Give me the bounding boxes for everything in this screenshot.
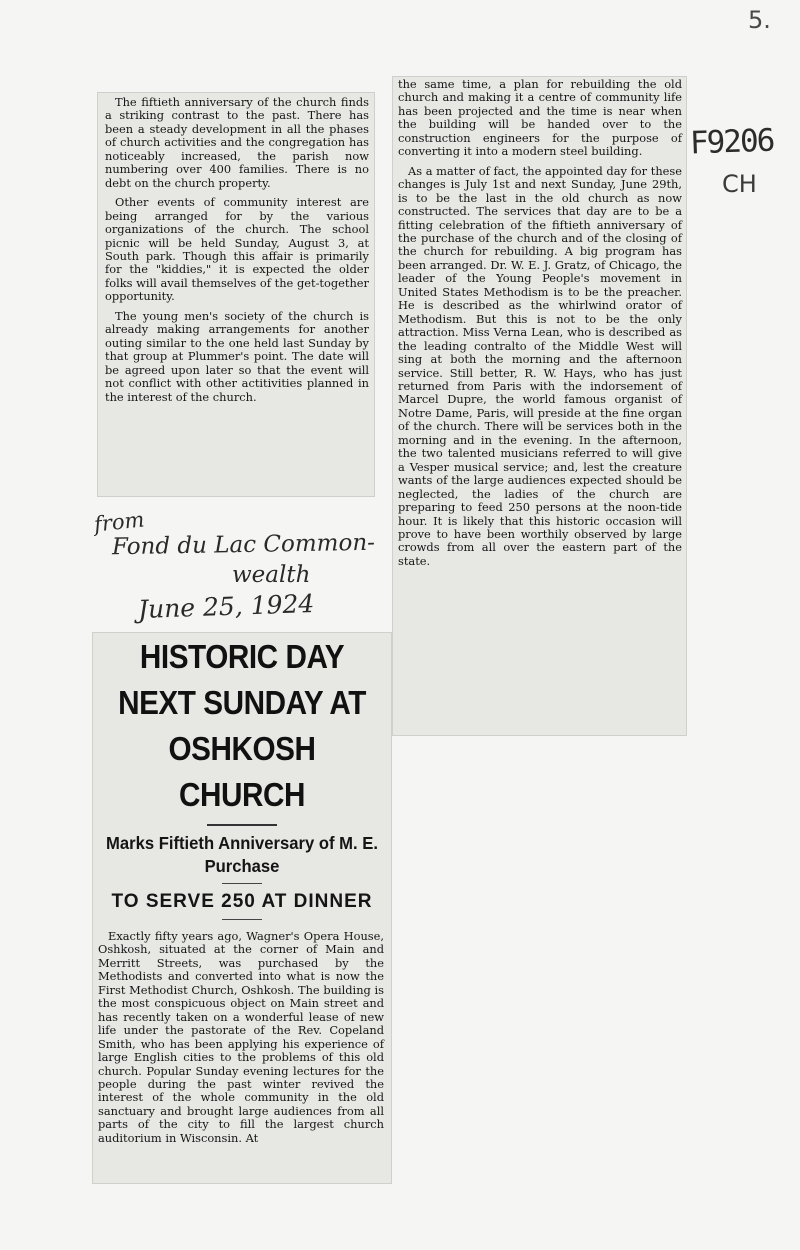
headline-line2: NEXT SUNDAY AT: [118, 684, 366, 721]
page-number: 5.: [748, 6, 771, 34]
clipping-right-column: [392, 76, 687, 736]
body-divider: [222, 919, 262, 920]
paragraph-anniversary: The fiftieth anniversary of the church finds a striking contrast to the past. There has been a steady development in all the phases of church activities and the congregation has noticeably increased, the parish now numbering over 400 families. There is no debt on the church property.: [105, 95, 369, 190]
handwritten-source-line2: wealth: [232, 562, 311, 588]
subheadline-anniversary: Marks Fiftieth Anniversary of M. E. Purchase: [106, 833, 378, 876]
clipping-headline-article: [92, 632, 392, 1184]
paragraph-community-events: Other events of community interest are being arranged for by the various organizations of the church. The school picnic will be held Sunday, August 3, at South park. Though this affair is primarily for the "kiddies," it is expected the older folks will avail themselves of the get-together opportunity.: [105, 195, 369, 304]
subheadline-divider: [222, 883, 262, 884]
paragraph-rebuilding-plan: the same time, a plan for rebuilding the old church and making it a centre of community life has been projected and the time is near when the building will be handed over to the construction engineers for the purpose of converting it into a modern steel building.: [398, 77, 682, 159]
clipping-left-top: [97, 92, 375, 497]
paragraph-celebration-program: As a matter of fact, the appointed day for these changes is July 1st and next Sunday, June 29th, is to be the last in the old church as now constructed. The services that day are to be a fitting celebration of the fiftieth anniversary of the purchase of the church and of the closing of the church for rebuilding. A big program has been arranged. Dr. W. E. J. Gratz, of Chicago, the leader of the Young People's movement in United States Methodism is to be the preacher. He is described as the whirlwind orator of Methodism. But this is not to be the only attraction. Miss Verna Lean, who is described as the leading contralto of the Middle West will sing at both the morning and the afternoon service. Still better, R. W. Hays, who has just returned from Paris with the indorsement of Marcel Dupre, the world famous organist of Notre Dame, Paris, will preside at the fine organ of the church. There will be services both in the morning and in the evening. In the afternoon, the two talented musicians referred to will give a Vesper musical service; and, lest the creature wants of the large audiences expected should be neglected, the ladies of the church are preparing to feed 250 persons at the noon-tide hour. It is likely that this historic occasion will prove to have been worthily observed by large crowds from all over the eastern part of the state.: [398, 163, 682, 568]
article-column-left-bottom: [92, 926, 392, 1145]
article-column-left-top: [97, 92, 375, 404]
handwritten-from: from: [92, 507, 146, 537]
article-column-right: [392, 76, 687, 568]
paragraph-young-mens-society: The young men's society of the church is already making arrangements for another outing similar to the one held last Sunday by that group at Plummer's point. The date will be agreed upon later so that the event will not conflict with other actitivities planned in the interest of the church.: [105, 308, 369, 404]
handwritten-source-line1: Fond du Lac Common-: [111, 529, 376, 561]
archive-file-subcode: CH: [722, 170, 757, 198]
headline-line1: HISTORIC DAY: [139, 638, 345, 675]
subheadline-dinner: TO SERVE 250 AT DINNER: [111, 891, 373, 912]
paragraph-opera-house: Exactly fifty years ago, Wagner's Opera House, Oshkosh, situated at the corner of Main and Merritt Streets, was purchased by the Methodists and converted into what is now the First Methodist Church, Oshkosh. The building is the most conspicuous object on Main street and has recently taken on a wonderful lease of new life under the pastorate of the Rev. Copeland Smith, who has been applying his experience of large English cities to the problems of this old church. Popular Sunday evening lectures for the people during the past winter revived the interest of the whole community in the old sanctuary and brought large audiences from all parts of the city to fill the largest church auditorium in Wisconsin. At: [98, 929, 384, 1145]
archive-file-code: F9206: [689, 122, 774, 162]
headline-line3: OSHKOSH CHURCH: [168, 730, 316, 813]
headline-block: [92, 632, 392, 920]
handwritten-date: June 25, 1924: [137, 588, 315, 625]
headline-divider: [207, 824, 277, 826]
